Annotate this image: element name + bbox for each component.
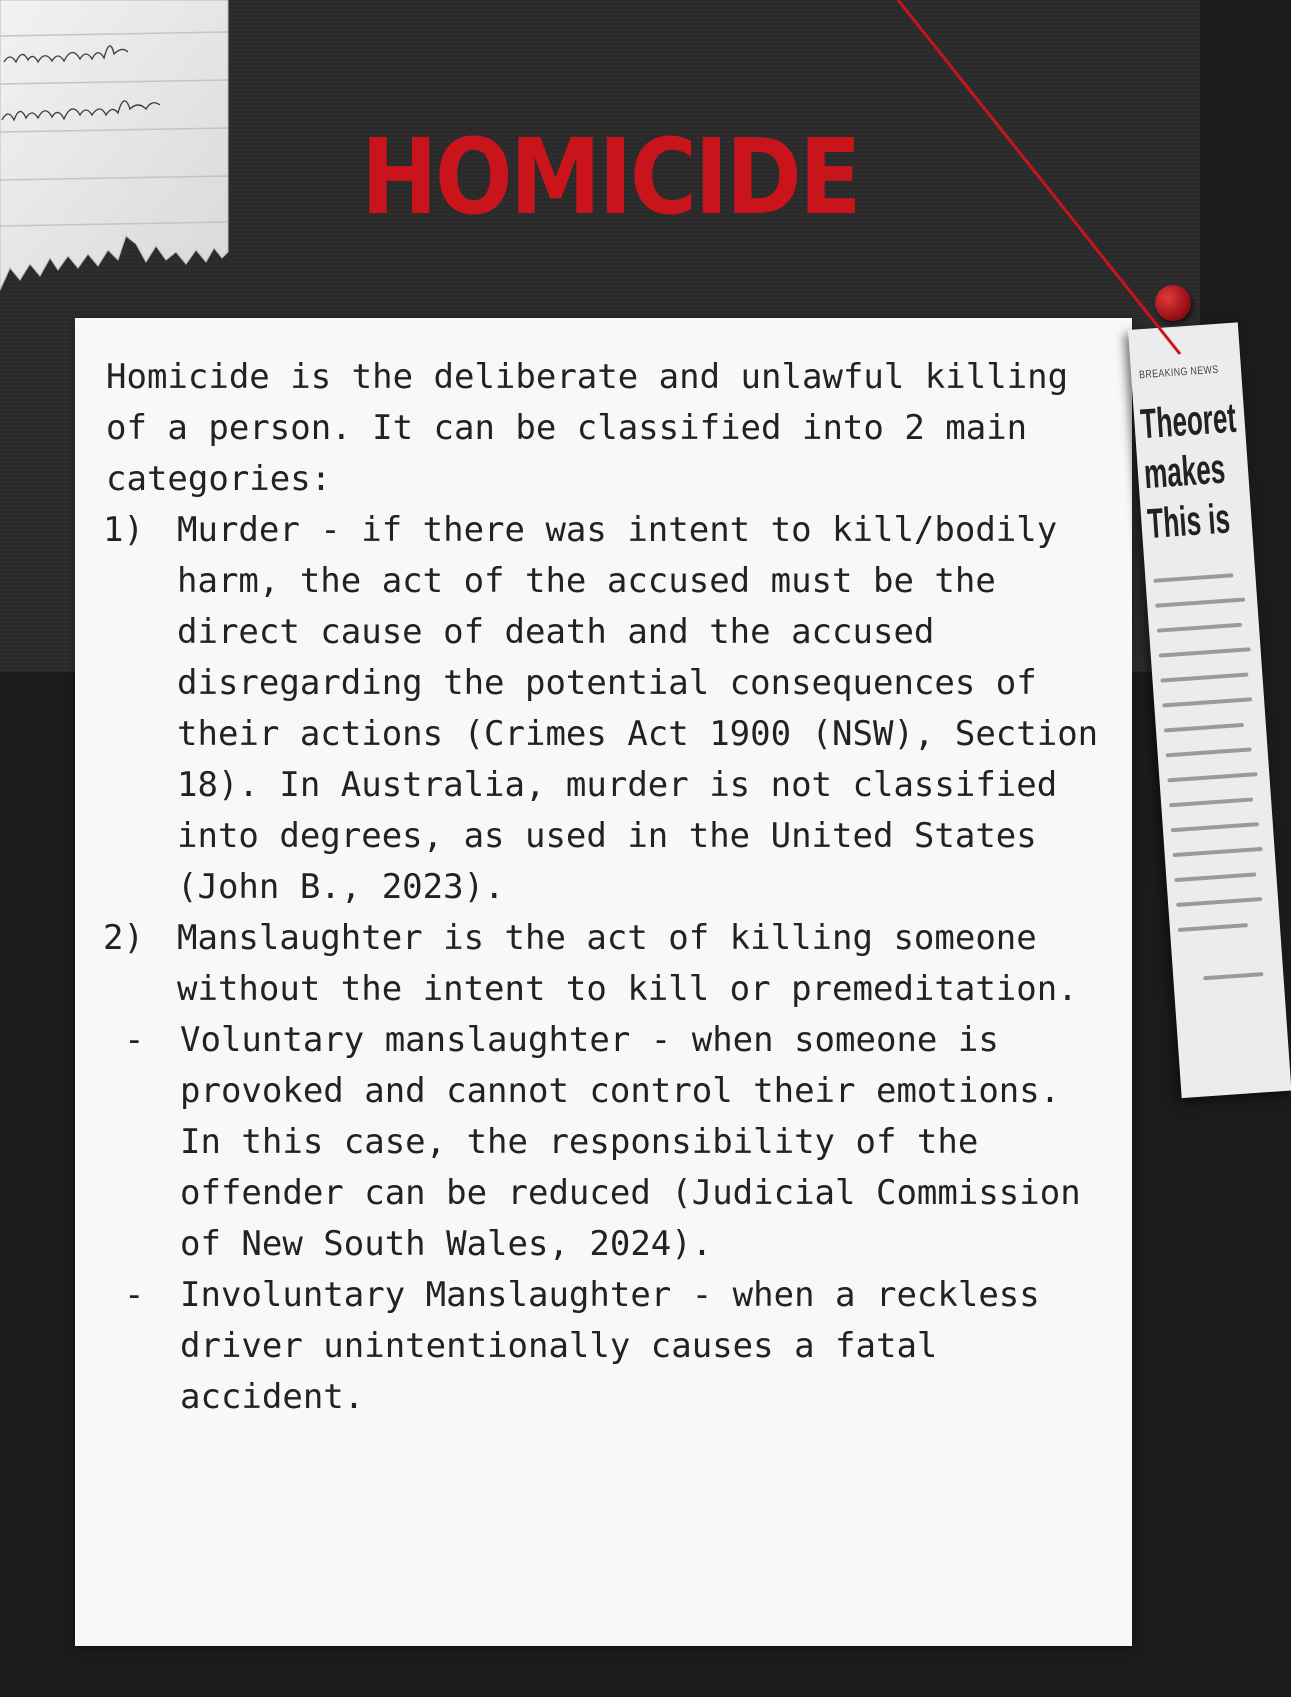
page-title: HOMICIDE [360,116,860,238]
list-item [103,913,1116,1015]
list-marker: 2) [103,918,144,958]
torn-handwritten-note-icon [0,0,230,310]
list-item-text: Voluntary manslaughter - when someone is provoked and cannot control their emotions. In this case, the responsibility of the offender can be reduced (Judicial Commission of New South Wales, 2024). [180,1020,1081,1264]
list-item-text: Involuntary Manslaughter - when a reckless driver unintentionally causes a fatal accident. [180,1275,1040,1417]
newspaper-clipping-icon: BREAKING NEWS Theoret makes This is [1128,322,1291,1098]
list-item-text: Murder - if there was intent to kill/bodily harm, the act of the accused must be the direct cause of death and the accused disregarding the potential consequences of their actions (Crimes Act 1900 (NSW), Section 18). In Australia, murder is not classified into degrees, as used in the United States (John B., 2023). [177,510,1099,907]
list-marker: - [124,1020,145,1060]
list-item [106,1015,1116,1270]
document-body [103,352,1116,1423]
intro-paragraph: Homicide is the deliberate and unlawful killing of a person. It can be classified into 2 main categories: [106,357,1069,499]
list-marker: 1) [103,510,144,550]
list-item [106,1270,1116,1423]
red-pushpin-icon [1155,285,1191,321]
list-item [103,505,1116,913]
list-item-text: Manslaughter is the act of killing someone without the intent to kill or premeditation. [177,918,1078,1009]
list-marker: - [124,1275,145,1315]
